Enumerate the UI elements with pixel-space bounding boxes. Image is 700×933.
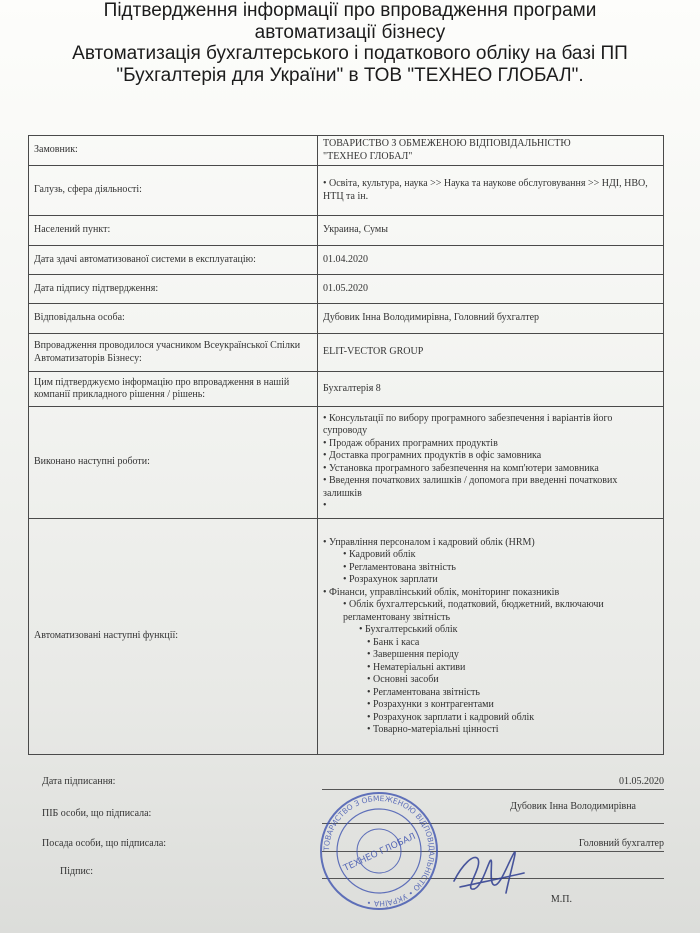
row-label: Замовник:	[29, 136, 318, 166]
title-line-3: Автоматизація бухгалтерського і податкового обліку на базі ПП	[72, 43, 628, 64]
row-label: Цим підтверджуємо інформацію про впровадження в нашій компанії прикладного рішення / рішень:	[29, 372, 318, 407]
table-row	[29, 407, 664, 519]
document-title	[0, 0, 700, 44]
svg-text:ТОВАРИСТВО З ОБМЕЖЕНОЮ ВІДПОВІ: ТОВАРИСТВО З ОБМЕЖЕНОЮ ВІДПОВІДАЛЬНІСТЮ • УКРАЇНА •	[321, 793, 437, 909]
row-value: Бухгалтерія 8	[318, 372, 664, 407]
signer-name-value: Дубовик Інна Володимирівна	[510, 801, 636, 812]
list-item: • Бухгалтерський облік	[323, 624, 658, 637]
row-value: • Освіта, культура, наука >> Наука та наукове обслуговування >> НДІ, НВО, НТЦ та ін.	[318, 166, 664, 216]
works-list	[323, 413, 658, 513]
row-label: Населений пункт:	[29, 216, 318, 246]
list-item: • Регламентована звітність	[323, 687, 658, 700]
row-label: Дата підпису підтвердження:	[29, 275, 318, 304]
row-value	[318, 407, 664, 519]
functions-list	[323, 537, 658, 737]
list-item: • Доставка програмних продуктів в офіс замовника	[323, 450, 658, 463]
signing-date-value: 01.05.2020	[619, 776, 664, 787]
signer-position-value: Головний бухгалтер	[578, 838, 664, 849]
table-row	[29, 216, 664, 246]
list-item: • Фінанси, управлінський облік, моніторинг показників	[323, 587, 658, 600]
list-item: • Товарно-матеріальні цінності	[323, 724, 658, 737]
list-item: • Банк і каса	[323, 637, 658, 650]
row-value: 01.05.2020	[318, 275, 664, 304]
list-item: • Консультації по вибору програмного забезпечення і варіантів його супроводу	[323, 413, 658, 438]
seal-mark-label: М.П.	[550, 894, 572, 905]
table-row	[29, 275, 664, 304]
table-row	[29, 304, 664, 334]
svg-text:ТЕХНЕО ГЛОБАЛ: ТЕХНЕО ГЛОБАЛ	[342, 831, 418, 874]
list-item: • Розрахунок зарплати	[323, 574, 658, 587]
list-item: • Введення початкових залишків / допомога при введенні початкових залишків	[323, 475, 658, 500]
list-item	[323, 500, 658, 513]
list-item: • Нематеріальні активи	[323, 662, 658, 675]
table-row	[29, 334, 664, 372]
row-value: ТОВАРИСТВО З ОБМЕЖЕНОЮ ВІДПОВІДАЛЬНІСТЮ "ТЕХНЕО ГЛОБАЛ"	[318, 136, 664, 166]
table-row	[29, 166, 664, 216]
row-label: Відповідальна особа:	[29, 304, 318, 334]
list-item: • Продаж обраних програмних продуктів	[323, 438, 658, 451]
list-item: • Управління персоналом і кадровий облік (HRM)	[323, 537, 658, 550]
table-row	[29, 519, 664, 755]
row-label: Виконано наступні роботи:	[29, 407, 318, 519]
signature-label: Підпис:	[60, 866, 94, 877]
list-item: • Завершення періоду	[323, 649, 658, 662]
row-label: Автоматизовані наступні функції:	[29, 519, 318, 755]
table-row	[29, 372, 664, 407]
signing-date-label: Дата підписання:	[42, 776, 116, 787]
row-value: Украина, Сумы	[318, 216, 664, 246]
row-value	[318, 519, 664, 755]
list-item: • Облік бухгалтерський, податковий, бюджетний, включаючи регламентовану звітність	[323, 599, 658, 624]
list-item: • Розрахунок зарплати і кадровий облік	[323, 712, 658, 725]
signature-icon	[448, 843, 528, 901]
list-item: • Установка програмного забезпечення на комп'ютери замовника	[323, 463, 658, 476]
signer-position-label: Посада особи, що підписала:	[42, 838, 167, 849]
title-line-1: Підтвердження інформації про впровадження програми	[103, 0, 597, 21]
info-table	[28, 135, 664, 755]
list-item: • Регламентована звітність	[323, 562, 658, 575]
title-line-2: автоматизації бізнесу	[254, 22, 446, 43]
row-value: ELIT-VECTOR GROUP	[318, 334, 664, 372]
signer-name-label: ПІБ особи, що підписала:	[42, 808, 152, 819]
row-value: 01.04.2020	[318, 246, 664, 275]
row-label: Галузь, сфера діяльності:	[29, 166, 318, 216]
row-value: Дубовик Інна Володимирівна, Головний бухгалтер	[318, 304, 664, 334]
document-subtitle	[0, 43, 700, 87]
company-stamp	[318, 790, 440, 912]
row-label: Впровадження проводилося учасником Всеукраїнської Спілки Автоматизаторів Бізнесу:	[29, 334, 318, 372]
row-label: Дата здачі автоматизованої системи в експлуатацію:	[29, 246, 318, 275]
list-item: • Розрахунки з контрагентами	[323, 699, 658, 712]
list-item: • Кадровий облік	[323, 549, 658, 562]
list-item: • Основні засоби	[323, 674, 658, 687]
title-line-4: "Бухгалтерія для України" в ТОВ "ТЕХНЕО ГЛОБАЛ".	[116, 65, 584, 86]
table-row	[29, 136, 664, 166]
table-row	[29, 246, 664, 275]
